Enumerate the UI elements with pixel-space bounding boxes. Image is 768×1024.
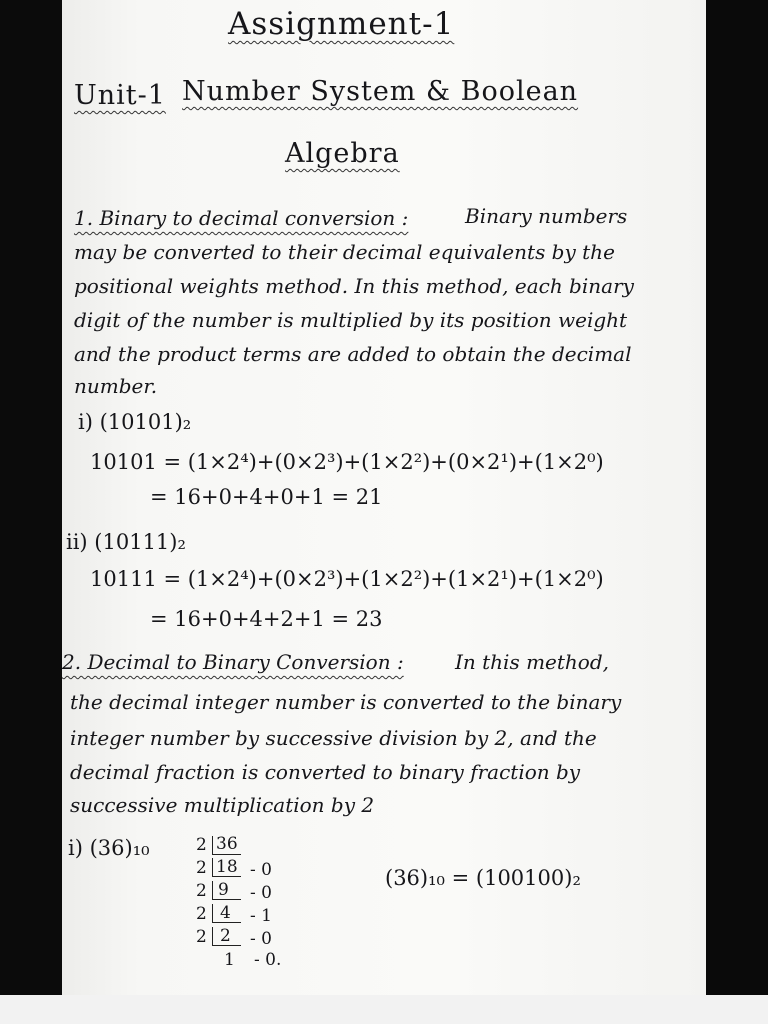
example-3-label: i) (36)₁₀ [68,836,150,860]
assignment-title: Assignment-1 [228,6,455,42]
unit-label: Unit-1 [74,80,166,111]
divisor: 2 [196,904,207,924]
divisor: 2 [196,927,207,947]
remainder: - 0 [250,929,272,949]
quotient: 2 [220,926,231,946]
section2-text-line: In this method, [455,650,609,674]
remainder: - 0 [250,883,272,903]
page-left-edge [0,0,62,995]
section1-heading: 1. Binary to decimal conversion : [74,206,409,230]
section2-text-line: decimal fraction is converted to binary fraction by [70,760,581,784]
remainder: - 0 [250,860,272,880]
divisor: 2 [196,881,207,901]
quotient: 9 [218,880,229,900]
section2-text-line: the decimal integer number is converted to the binary [70,690,622,714]
section1-text-line: positional weights method. In this method, each binary [74,274,634,298]
section2-text-line: integer number by successive division by 2, and the [70,726,597,750]
divisor: 2 [196,858,207,878]
quotient: 1 [224,950,235,970]
background-strip [0,995,768,1024]
quotient: 4 [220,903,231,923]
divisor: 2 [196,835,207,855]
example-2-expansion: 10111 = (1×2⁴)+(0×2³)+(1×2²)+(1×2¹)+(1×2⁰) [90,567,604,591]
topic-line-1: Number System & Boolean [182,76,579,107]
conversion-result: (36)₁₀ = (100100)₂ [385,866,581,890]
remainder: - 1 [250,906,272,926]
quotient: 36 [216,834,238,854]
example-2-result: = 16+0+4+2+1 = 23 [150,607,383,631]
example-2-label: ii) (10111)₂ [66,530,186,554]
remainder: - 0. [254,950,282,970]
section2-text-line: successive multiplication by 2 [70,793,375,817]
example-1-label: i) (10101)₂ [78,410,192,434]
example-1-result: = 16+0+4+0+1 = 21 [150,485,383,509]
section1-text-line: number. [74,374,158,398]
section1-text-line: may be converted to their decimal equivalents by the [74,240,615,264]
topic-line-2: Algebra [285,138,400,169]
section1-text-line: Binary numbers [465,204,628,228]
section1-text-line: and the product terms are added to obtain the decimal [74,342,632,366]
example-1-expansion: 10101 = (1×2⁴)+(0×2³)+(1×2²)+(0×2¹)+(1×2⁰) [90,450,604,474]
quotient: 18 [216,857,238,877]
section1-text-line: digit of the number is multiplied by its position weight [74,308,628,332]
section2-heading: 2. Decimal to Binary Conversion : [62,650,404,674]
